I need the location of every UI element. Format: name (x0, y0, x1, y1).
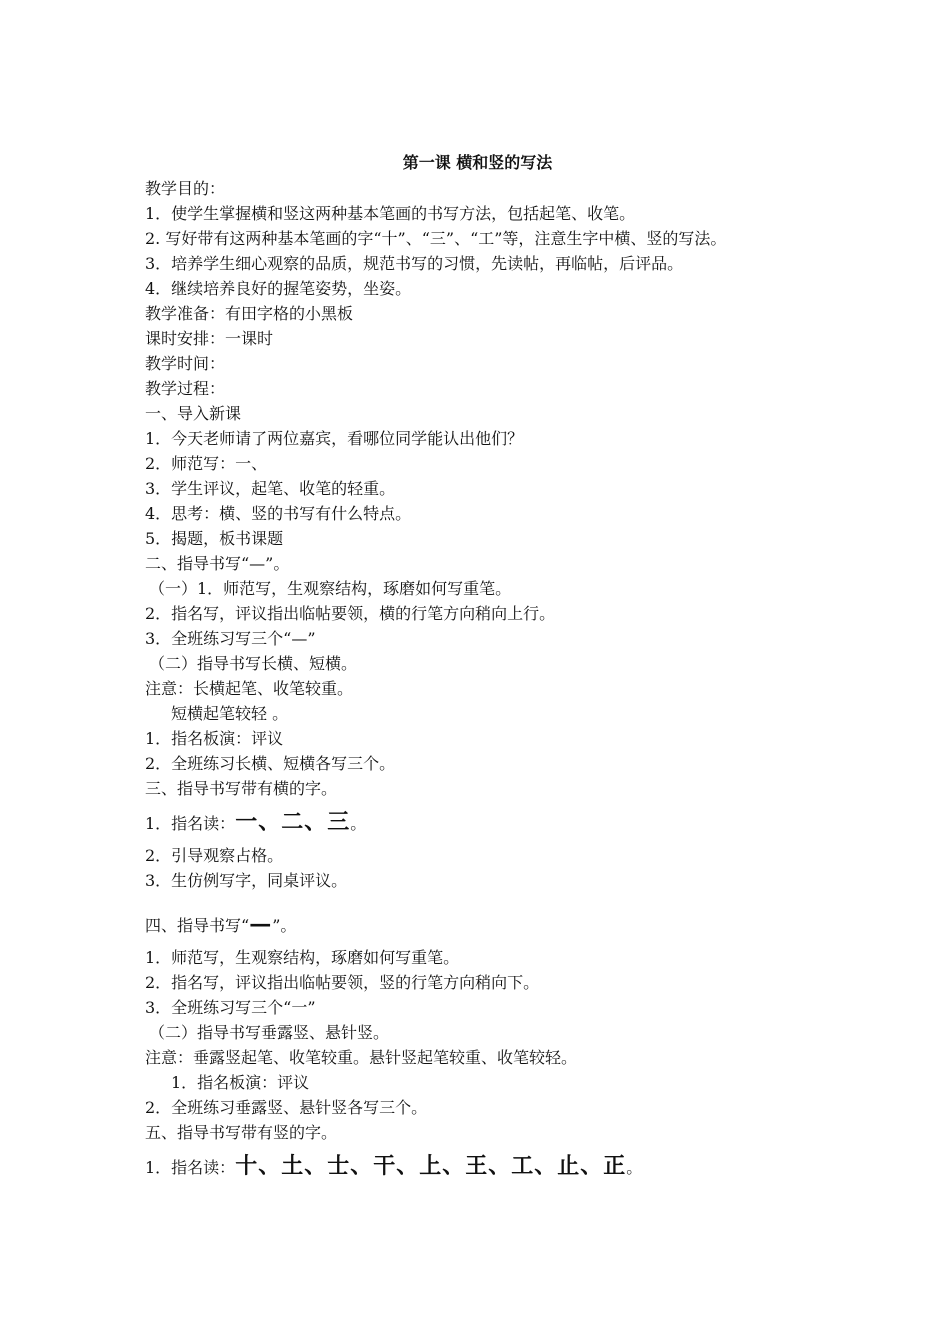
example-characters: 十、土、士、干、上、王、工、止、正 (235, 1153, 627, 1179)
heading-prefix: 四、指导书写“ (145, 916, 250, 935)
paragraph: 2．指名写，评议指出临帖要领，竖的行笔方向稍向下。 (145, 973, 540, 992)
page-title: 第一课 横和竖的写法 (402, 153, 553, 172)
paragraph: 4．思考：横、竖的书写有什么特点。 (145, 504, 412, 523)
section-heading: 二、指导书写“—”。 (145, 554, 290, 573)
paragraph: 2．全班练习长横、短横各写三个。 (145, 754, 396, 773)
heading-suffix: ”。 (272, 916, 297, 935)
paragraph: （一）1．师范写，生观察结构，琢磨如何写重笔。 (149, 579, 512, 598)
reading-line (145, 1145, 810, 1187)
section-heading: 教学过程： (145, 379, 226, 398)
reading-suffix: 。 (626, 1158, 643, 1177)
reading-line (145, 801, 810, 843)
paragraph: 2．引导观察占格。 (145, 846, 284, 865)
paragraph: （二）指导书写垂露竖、悬针竖。 (149, 1023, 390, 1042)
paragraph: 1．今天老师请了两位嘉宾，看哪位同学能认出他们？ (145, 429, 524, 448)
reading-prefix: 1．指名读： (145, 814, 236, 833)
reading-suffix: 。 (350, 814, 367, 833)
paragraph: （二）指导书写长横、短横。 (149, 654, 358, 673)
section-heading: 五、指导书写带有竖的字。 (145, 1123, 338, 1142)
paragraph: 2. 写好带有这两种基本笔画的字“十”、“三”、“工”等，注意生字中横、竖的写法。 (145, 229, 727, 248)
document-body (145, 150, 810, 1187)
paragraph: 短横起笔较轻 。 (171, 704, 289, 723)
section-heading (145, 903, 810, 945)
paragraph: 1．指名板演：评议 (171, 1073, 310, 1092)
example-characters: 一、二、三 (235, 809, 351, 835)
paragraph: 1．师范写，生观察结构，琢磨如何写重笔。 (145, 948, 460, 967)
paragraph: 3．学生评议，起笔、收笔的轻重。 (145, 479, 396, 498)
paragraph: 3．全班练习写三个“—” (145, 629, 316, 648)
paragraph: 注意：长横起笔、收笔较重。 (145, 679, 354, 698)
paragraph: 2．师范写：一、 (145, 454, 268, 473)
paragraph: 1．使学生掌握横和竖这两种基本笔画的书写方法，包括起笔、收笔。 (145, 204, 636, 223)
paragraph: 4．继续培养良好的握笔姿势，坐姿。 (145, 279, 412, 298)
paragraph: 注意：垂露竖起笔、收笔较重。悬针竖起笔较重、收笔较轻。 (145, 1048, 578, 1067)
paragraph: 教学时间： (145, 354, 226, 373)
paragraph: 课时安排：一课时 (145, 329, 274, 348)
section-heading: 一、导入新课 (145, 404, 242, 423)
section-heading: 三、指导书写带有横的字。 (145, 779, 338, 798)
paragraph: 3．培养学生细心观察的品质，规范书写的习惯，先读帖，再临帖，后评品。 (145, 254, 684, 273)
paragraph: 1．指名板演：评议 (145, 729, 284, 748)
stroke-character: — (249, 911, 273, 937)
paragraph: 教学准备：有田字格的小黑板 (145, 304, 354, 323)
paragraph: 2．指名写，评议指出临帖要领，横的行笔方向稍向上行。 (145, 604, 556, 623)
reading-prefix: 1．指名读： (145, 1158, 236, 1177)
paragraph: 3．生仿例写字，同桌评议。 (145, 871, 348, 890)
paragraph: 5．揭题，板书课题 (145, 529, 284, 548)
paragraph: 2．全班练习垂露竖、悬针竖各写三个。 (145, 1098, 428, 1117)
paragraph: 3．全班练习写三个“一” (145, 998, 316, 1017)
section-heading: 教学目的： (145, 179, 226, 198)
